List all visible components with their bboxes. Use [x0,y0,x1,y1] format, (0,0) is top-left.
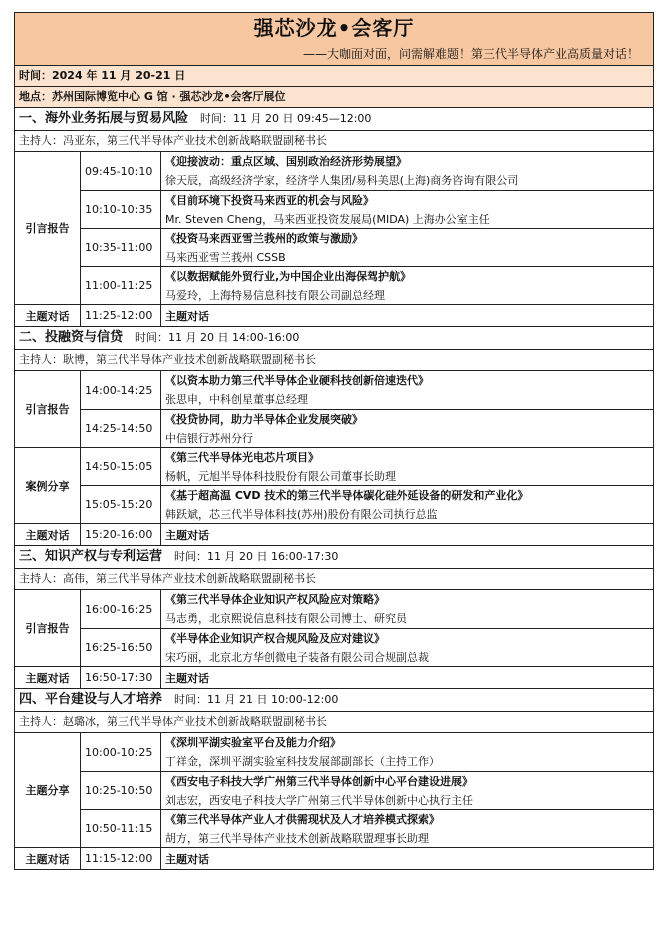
section-host: 主持人：耿博，第三代半导体产业技术创新战略联盟副秘书长 [15,350,653,371]
talk-time: 16:00-16:25 [81,590,161,628]
talk-title: 《第三代半导体企业知识产权风险应对策略》 [165,593,385,606]
discussion-time: 11:15-12:00 [81,847,161,869]
event-place: 地点：苏州国际博览中心 G 馆 · 强芯沙龙•会客厅展位 [15,87,653,108]
talk-title: 《以资本助力第三代半导体企业硬科技创新倍速迭代》 [165,374,429,387]
talk-time: 10:50-11:15 [81,809,161,847]
talk-speaker: 马来西亚雪兰莪州 CSSB [165,250,286,264]
agenda-sections [15,108,653,869]
discussion-label: 主题对话 [15,666,81,688]
talk-title: 《目前环境下投资马来西亚的机会与风险》 [165,193,374,207]
section-time: 时间：11 月 20 日 14:00-16:00 [135,331,300,344]
talk-speaker: 杨帆，元旭半导体科技股份有限公司董事长助理 [165,469,396,483]
talk-speaker: 中信银行苏州分行 [165,431,253,445]
talk-speaker: 刘志宏，西安电子科技大学广州第三代半导体创新中心执行主任 [165,793,473,807]
talk-time: 16:25-16:50 [81,628,161,666]
talk-time: 14:50-15:05 [81,447,161,485]
section-header [15,327,653,350]
talk-entry [161,447,653,485]
talk-title: 《第三代半导体光电芯片项目》 [165,450,319,464]
section-header [15,546,653,569]
talk-speaker: 宋巧丽，北京北方华创微电子装备有限公司合规副总裁 [165,650,429,664]
session-type-label: 引言报告 [15,371,81,447]
talk-entry [161,228,653,266]
section-title: 三、知识产权与专利运营 [19,549,163,564]
event-time: 时间：2024 年 11 月 20-21 日 [15,66,653,87]
section-title: 四、平台建设与人才培养 [19,692,163,707]
talk-entry [161,152,653,190]
talk-entry [161,485,653,523]
section-title: 二、投融资与信贷 [19,330,124,345]
talk-speaker: 韩跃斌，芯三代半导体科技(苏州)股份有限公司执行总监 [165,507,438,521]
talk-time: 11:00-11:25 [81,266,161,304]
talk-time: 14:00-14:25 [81,371,161,409]
talk-entry [161,771,653,809]
talk-title: 《基于超高温 CVD 技术的第三代半导体碳化硅外延设备的研发和产业化》 [165,488,529,502]
talk-entry [161,590,653,628]
section-schedule-table [15,590,653,689]
talk-time: 09:45-10:10 [81,152,161,190]
discussion-label: 主题对话 [15,304,81,326]
section-schedule-table [15,733,653,869]
section-time: 时间：11 月 20 日 09:45—12:00 [200,112,372,125]
talk-title: 《投资马来西亚雪兰莪州的政策与激励》 [165,231,363,245]
talk-entry [161,371,653,409]
discussion-time: 16:50-17:30 [81,666,161,688]
section-host: 主持人：冯亚东，第三代半导体产业技术创新战略联盟副秘书长 [15,131,653,152]
discussion-title: 主题对话 [161,847,653,869]
talk-time: 10:35-11:00 [81,228,161,266]
talk-time: 10:25-10:50 [81,771,161,809]
talk-title: 《第三代半导体产业人才供需现状及人才培养模式探索》 [165,812,440,826]
talk-entry [161,409,653,447]
section-host: 主持人：高伟，第三代半导体产业技术创新战略联盟副秘书长 [15,569,653,590]
talk-time: 10:10-10:35 [81,190,161,228]
section-time: 时间：11 月 21 日 10:00-12:00 [174,693,339,706]
section-schedule-table [15,152,653,327]
talk-title: 《迎接波动：重点区域、国别政治经济形势展望》 [165,155,407,168]
talk-title: 《深圳平湖实验室平台及能力介绍》 [165,736,341,749]
session-type-label: 引言报告 [15,590,81,666]
discussion-label: 主题对话 [15,523,81,545]
talk-speaker: 丁祥金，深圳平湖实验室科技发展部副部长（主持工作） [165,755,440,768]
talk-entry [161,628,653,666]
section-header [15,689,653,712]
talk-speaker: 张思申，中科创星董事总经理 [165,393,308,406]
talk-title: 《西安电子科技大学广州第三代半导体创新中心平台建设进展》 [165,774,473,788]
discussion-title: 主题对话 [161,666,653,688]
talk-title: 《投贷协同，助力半导体企业发展突破》 [165,412,363,426]
section-time: 时间：11 月 20 日 16:00-17:30 [174,550,339,563]
talk-entry [161,190,653,228]
section-schedule-table [15,371,653,546]
session-type-label: 主题分享 [15,733,81,847]
session-type-label: 引言报告 [15,152,81,304]
discussion-title: 主题对话 [161,304,653,326]
talk-time: 14:25-14:50 [81,409,161,447]
section-title: 一、海外业务拓展与贸易风险 [19,111,189,126]
talk-title: 《以数据赋能外贸行业,为中国企业出海保驾护航》 [165,269,412,283]
session-type-label: 案例分享 [15,447,81,523]
talk-entry [161,266,653,304]
title-block [15,13,653,66]
agenda-document [14,12,654,870]
talk-speaker: 马志勇，北京熙说信息科技有限公司博士、研究员 [165,612,407,625]
talk-speaker: Mr. Steven Cheng，马来西亚投资发展局(MIDA) 上海办公室主任 [165,212,490,226]
discussion-label: 主题对话 [15,847,81,869]
discussion-time: 15:20-16:00 [81,523,161,545]
section-header [15,108,653,131]
talk-entry [161,809,653,847]
talk-speaker: 马爱玲，上海特易信息科技有限公司副总经理 [165,288,385,302]
talk-time: 15:05-15:20 [81,485,161,523]
talk-speaker: 胡方，第三代半导体产业技术创新战略联盟理事长助理 [165,831,429,845]
talk-entry [161,733,653,771]
page-subtitle: ——大咖面对面，问需解难题！第三代半导体产业高质量对话！ [302,47,639,61]
discussion-time: 11:25-12:00 [81,304,161,326]
talk-title: 《半导体企业知识产权合规风险及应对建议》 [165,631,385,645]
section-host: 主持人：赵璐冰，第三代半导体产业技术创新战略联盟副秘书长 [15,712,653,733]
talk-time: 10:00-10:25 [81,733,161,771]
page-title: 强芯沙龙•会客厅 [253,16,415,40]
talk-speaker: 徐天辰，高级经济学家，经济学人集团/易科美思(上海)商务咨询有限公司 [165,174,519,187]
discussion-title: 主题对话 [161,523,653,545]
